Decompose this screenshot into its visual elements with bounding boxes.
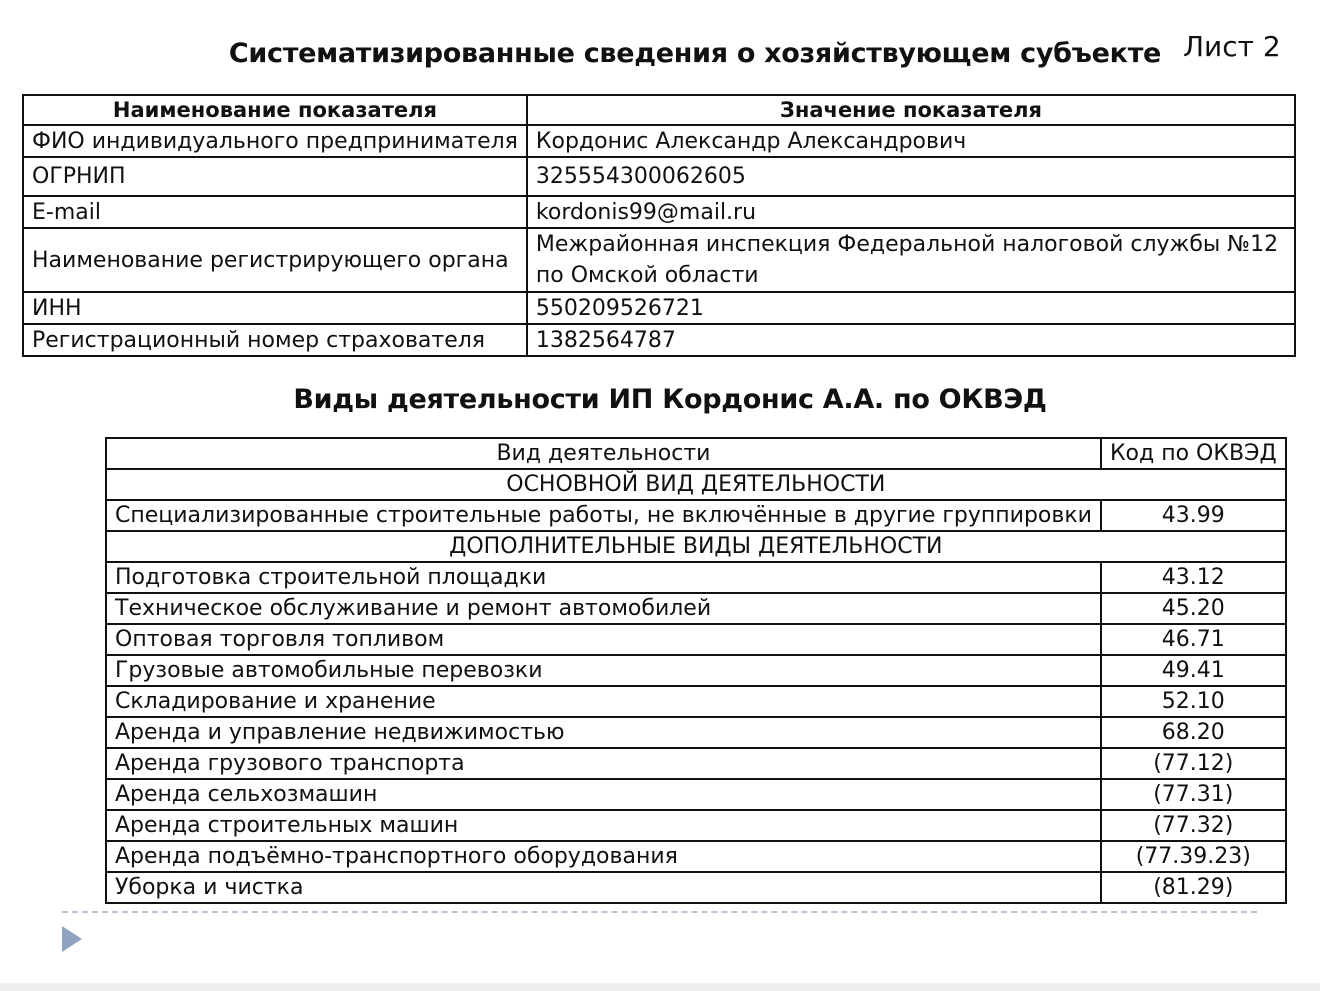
activity-code: (81.29)	[1101, 872, 1286, 903]
activity-code: (77.31)	[1101, 779, 1286, 810]
table-row	[106, 500, 1286, 531]
table-row	[106, 872, 1286, 903]
table-row	[23, 125, 1295, 157]
bottom-strip	[0, 983, 1320, 991]
table-row	[106, 717, 1286, 748]
activity-name: Аренда сельхозмашин	[106, 779, 1101, 810]
header-activity: Вид деятельности	[106, 438, 1101, 469]
activity-name: Уборка и чистка	[106, 872, 1101, 903]
row-label: Наименование регистрирующего органа	[23, 228, 527, 292]
table-row	[23, 228, 1295, 292]
header-indicator-name: Наименование показателя	[23, 95, 527, 125]
slide-divider	[62, 911, 1257, 913]
row-value: 1382564787	[527, 324, 1295, 356]
table-row	[106, 841, 1286, 872]
activity-name: Оптовая торговля топливом	[106, 624, 1101, 655]
row-value: 550209526721	[527, 292, 1295, 324]
activity-name: Складирование и хранение	[106, 686, 1101, 717]
table-row	[106, 655, 1286, 686]
okved-table	[105, 437, 1287, 904]
additional-section-label: ДОПОЛНИТЕЛЬНЫЕ ВИДЫ ДЕЯТЕЛЬНОСТИ	[106, 531, 1286, 562]
activity-name: Аренда и управление недвижимостью	[106, 717, 1101, 748]
section-title: Виды деятельности ИП Кордонис А.А. по ОКВЭД	[293, 384, 1047, 415]
row-value: Кордонис Александр Александрович	[527, 125, 1295, 157]
activity-name: Техническое обслуживание и ремонт автомобилей	[106, 593, 1101, 624]
triangle-right-icon[interactable]	[62, 926, 82, 952]
activity-name: Аренда строительных машин	[106, 810, 1101, 841]
activity-code: 46.71	[1101, 624, 1286, 655]
activity-code: (77.12)	[1101, 748, 1286, 779]
activity-code: 43.99	[1101, 500, 1286, 531]
table-row	[23, 157, 1295, 196]
sheet-label: Лист 2	[1183, 30, 1281, 63]
header-code: Код по ОКВЭД	[1101, 438, 1286, 469]
activity-code: (77.39.23)	[1101, 841, 1286, 872]
table-row	[106, 779, 1286, 810]
activity-code: 68.20	[1101, 717, 1286, 748]
table-row	[106, 686, 1286, 717]
table-row	[23, 292, 1295, 324]
activity-name: Специализированные строительные работы, не включённые в другие группировки	[106, 500, 1101, 531]
activity-code: 43.12	[1101, 562, 1286, 593]
activity-name: Аренда грузового транспорта	[106, 748, 1101, 779]
activity-name: Грузовые автомобильные перевозки	[106, 655, 1101, 686]
row-label: E-mail	[23, 196, 527, 228]
table-row	[106, 624, 1286, 655]
table-row	[106, 810, 1286, 841]
activity-code: 49.41	[1101, 655, 1286, 686]
row-label: ОГРНИП	[23, 157, 527, 196]
row-label: ФИО индивидуального предпринимателя	[23, 125, 527, 157]
table-header-row	[106, 438, 1286, 469]
row-value: Межрайонная инспекция Федеральной налоговой службы №12 по Омской области	[527, 228, 1295, 292]
table-row	[23, 196, 1295, 228]
entity-info-table	[22, 94, 1296, 357]
row-value: kordonis99@mail.ru	[527, 196, 1295, 228]
row-label: ИНН	[23, 292, 527, 324]
row-label: Регистрационный номер страхователя	[23, 324, 527, 356]
document-title: Систематизированные сведения о хозяйствующем субъекте	[228, 38, 1162, 69]
activity-code: 45.20	[1101, 593, 1286, 624]
table-row	[106, 748, 1286, 779]
section-row	[106, 531, 1286, 562]
header-indicator-value: Значение показателя	[527, 95, 1295, 125]
activity-name: Подготовка строительной площадки	[106, 562, 1101, 593]
row-value: 325554300062605	[527, 157, 1295, 196]
table-row	[106, 562, 1286, 593]
activity-code: (77.32)	[1101, 810, 1286, 841]
table-row	[23, 324, 1295, 356]
activity-code: 52.10	[1101, 686, 1286, 717]
activity-name: Аренда подъёмно-транспортного оборудования	[106, 841, 1101, 872]
section-row	[106, 469, 1286, 500]
table-header-row	[23, 95, 1295, 125]
main-section-label: ОСНОВНОЙ ВИД ДЕЯТЕЛЬНОСТИ	[106, 469, 1286, 500]
table-row	[106, 593, 1286, 624]
